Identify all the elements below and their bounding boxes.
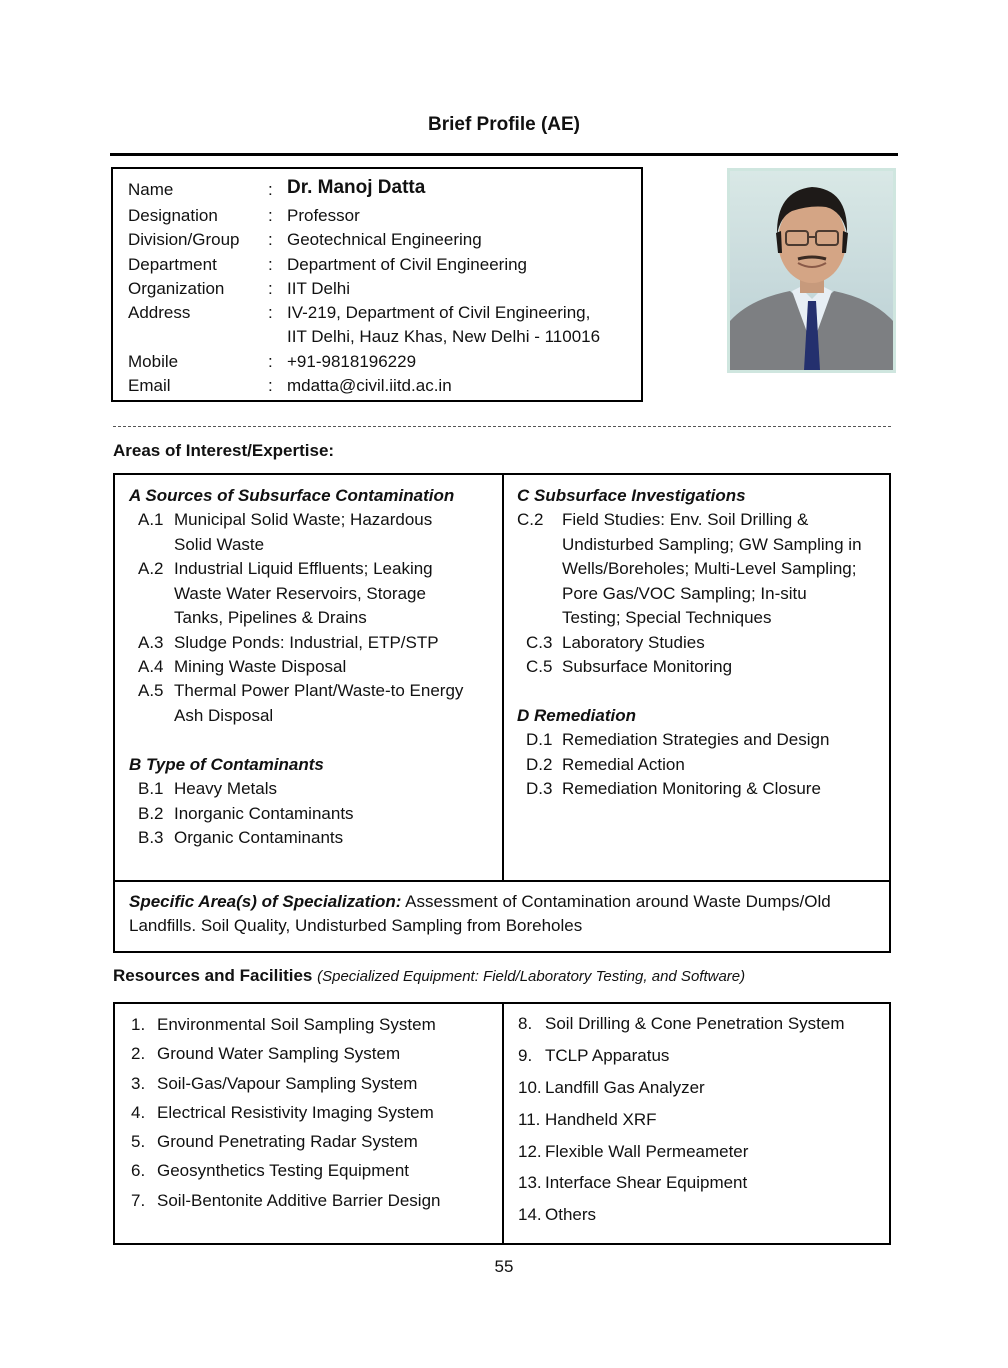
specialization-text: Assessment of Contamination around Waste Dumps/Old Landfills. Soil Quality, Undisturbed Sampling from Boreholes [129, 892, 831, 935]
item-text: Pore Gas/VOC Sampling; In-situ [562, 584, 807, 603]
resource-item: Soil-Bentonite Additive Barrier Design [157, 1191, 441, 1210]
item-code: A.5 [138, 681, 164, 700]
item-text: Solid Waste [174, 535, 265, 554]
item-text: Remedial Action [562, 755, 685, 774]
resource-item: Ground Water Sampling System [157, 1044, 401, 1063]
designation-label: Designation [128, 206, 218, 225]
resource-num: 6. [131, 1161, 146, 1180]
resource-item: Others [545, 1205, 597, 1224]
page-number: 55 [494, 1257, 514, 1276]
item-text: Wells/Boreholes; Multi-Level Sampling; [562, 559, 857, 578]
resource-num: 11. [518, 1110, 541, 1129]
item-text: Municipal Solid Waste; Hazardous [174, 510, 433, 529]
resource-num: 4. [131, 1103, 146, 1122]
item-code: C.3 [526, 633, 553, 652]
section-b-title: B Type of Contaminants [129, 755, 324, 774]
resource-item: Environmental Soil Sampling System [157, 1015, 436, 1034]
resources-subtitle: (Specialized Equipment: Field/Laboratory Testing, and Software) [317, 968, 746, 985]
organization-value: IIT Delhi [287, 279, 350, 298]
item-code: A.1 [138, 510, 164, 529]
resource-num: 5. [131, 1132, 146, 1151]
item-text: Sludge Ponds: Industrial, ETP/STP [174, 633, 439, 652]
specialization-row [115, 882, 891, 951]
item-code: B.3 [138, 828, 164, 847]
mobile-value: +91-9818196229 [287, 352, 417, 371]
organization-label: Organization [128, 279, 225, 298]
item-code: A.4 [138, 657, 164, 676]
division-value: Geotechnical Engineering [287, 230, 482, 249]
portrait-photo [727, 168, 896, 373]
item-text: Laboratory Studies [562, 633, 705, 652]
resource-num: 7. [131, 1191, 146, 1210]
item-text: Field Studies: Env. Soil Drilling & [562, 510, 809, 529]
colon: : [268, 279, 273, 298]
item-code: B.2 [138, 804, 164, 823]
colon: : [268, 206, 273, 225]
item-text: Ash Disposal [174, 706, 274, 725]
resource-num: 14. [518, 1205, 542, 1224]
item-code: D.1 [526, 730, 553, 749]
name-value: Dr. Manoj Datta [287, 177, 426, 198]
title-rule [110, 153, 898, 156]
resource-item: Soil Drilling & Cone Penetration System [545, 1014, 845, 1033]
resource-item: Ground Penetrating Radar System [157, 1132, 418, 1151]
item-code: C.2 [517, 510, 544, 529]
item-text: Waste Water Reservoirs, Storage [174, 584, 426, 603]
email-value: mdatta@civil.iitd.ac.in [287, 376, 452, 395]
colon: : [268, 230, 273, 249]
division-label: Division/Group [128, 230, 240, 249]
column-divider [502, 1004, 504, 1243]
colon: : [268, 352, 273, 371]
item-code: C.5 [526, 657, 553, 676]
item-text: Thermal Power Plant/Waste-to Energy [174, 681, 464, 700]
portrait-illustration [730, 171, 893, 370]
item-text: Tanks, Pipelines & Drains [174, 608, 367, 627]
item-text: Heavy Metals [174, 779, 277, 798]
item-text: Testing; Special Techniques [562, 608, 772, 627]
resource-num: 3. [131, 1074, 146, 1093]
specialization-paragraph [129, 890, 879, 938]
item-text: Remediation Strategies and Design [562, 730, 830, 749]
areas-heading: Areas of Interest/Expertise: [113, 441, 335, 460]
resource-item: Interface Shear Equipment [545, 1173, 748, 1192]
department-label: Department [128, 255, 217, 274]
section-d-title: D Remediation [517, 706, 637, 725]
item-code: A.3 [138, 633, 164, 652]
section-a-title: A Sources of Subsurface Contamination [129, 486, 455, 505]
section-c-title: C Subsurface Investigations [517, 486, 746, 505]
item-text: Subsurface Monitoring [562, 657, 733, 676]
designation-value: Professor [287, 206, 360, 225]
resources-heading [113, 966, 745, 986]
resource-item: Handheld XRF [545, 1110, 657, 1129]
resource-item: Geosynthetics Testing Equipment [157, 1161, 409, 1180]
section-divider [113, 426, 891, 427]
colon: : [268, 303, 273, 322]
email-label: Email [128, 376, 171, 395]
item-text: Mining Waste Disposal [174, 657, 347, 676]
address-label: Address [128, 303, 191, 322]
item-code: D.2 [526, 755, 553, 774]
resource-item: Flexible Wall Permeameter [545, 1142, 749, 1161]
column-divider [502, 475, 504, 881]
resource-num: 10. [518, 1078, 542, 1097]
mobile-label: Mobile [128, 352, 179, 371]
areas-table [113, 473, 891, 953]
item-text: Remediation Monitoring & Closure [562, 779, 821, 798]
item-code: D.3 [526, 779, 553, 798]
resources-title: Resources and Facilities [113, 966, 313, 985]
item-code: B.1 [138, 779, 164, 798]
item-text: Organic Contaminants [174, 828, 344, 847]
resource-num: 12. [518, 1142, 542, 1161]
profile-card [111, 167, 643, 402]
resource-num: 2. [131, 1044, 146, 1063]
resource-item: Soil-Gas/Vapour Sampling System [157, 1074, 418, 1093]
name-label: Name [128, 180, 174, 199]
resource-item: TCLP Apparatus [545, 1046, 670, 1065]
colon: : [268, 180, 273, 199]
resource-item: Electrical Resistivity Imaging System [157, 1103, 434, 1122]
address-line-2: IIT Delhi, Hauz Khas, New Delhi - 110016 [287, 327, 601, 346]
address-line-1: IV-219, Department of Civil Engineering, [287, 303, 591, 322]
resources-table [113, 1002, 891, 1245]
department-value: Department of Civil Engineering [287, 255, 528, 274]
item-code: A.2 [138, 559, 164, 578]
page-title: Brief Profile (AE) [427, 114, 581, 135]
resource-num: 1. [131, 1015, 146, 1034]
resource-item: Landfill Gas Analyzer [545, 1078, 705, 1097]
item-text: Undisturbed Sampling; GW Sampling in [562, 535, 862, 554]
resource-num: 13. [518, 1173, 542, 1192]
item-text: Inorganic Contaminants [174, 804, 354, 823]
colon: : [268, 376, 273, 395]
colon: : [268, 255, 273, 274]
specialization-label: Specific Area(s) of Specialization: [129, 892, 402, 911]
resource-num: 8. [518, 1014, 533, 1033]
item-text: Industrial Liquid Effluents; Leaking [174, 559, 433, 578]
resource-num: 9. [518, 1046, 533, 1065]
